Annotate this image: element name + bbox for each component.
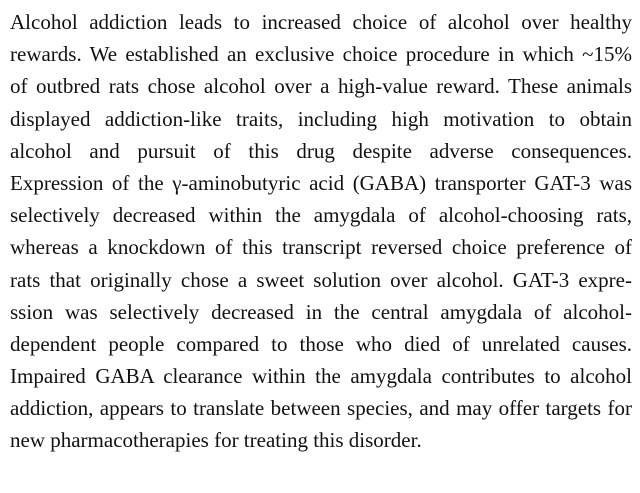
text-line: Expression of the γ-aminobutyric acid (GABA) transporter GAT-3 was <box>10 170 632 195</box>
text-line: Alcohol addiction leads to increased choice of alcohol over healthy <box>10 10 632 34</box>
text-line: new pharmacotherapies for treating this disorder. <box>10 428 422 453</box>
abstract-paragraph <box>10 6 632 457</box>
text-line: of outbred rats chose alcohol over a high-value reward. These animals <box>10 74 632 99</box>
text-line: displayed addiction-like traits, including high motivation to obtain <box>10 106 632 131</box>
text-line: whereas a knockdown of this transcript reversed choice preference of <box>10 235 632 260</box>
text-line: rats that originally chose a sweet solution over alcohol. GAT-3 expre- <box>10 267 632 292</box>
text-line: dependent people compared to those who died of unrelated causes. <box>10 331 632 356</box>
text-line: selectively decreased within the amygdala of alcohol-choosing rats, <box>10 203 632 228</box>
text-line: rewards. We established an exclusive choice procedure in which ~15% <box>10 42 632 67</box>
text-line: Impaired GABA clearance within the amygdala contributes to alcohol <box>10 364 632 389</box>
text-line: alcohol and pursuit of this drug despite adverse consequences. <box>10 138 632 163</box>
text-line: ssion was selectively decreased in the central amygdala of alcohol- <box>10 299 632 324</box>
text-line: addiction, appears to translate between species, and may offer targets for <box>10 396 632 421</box>
